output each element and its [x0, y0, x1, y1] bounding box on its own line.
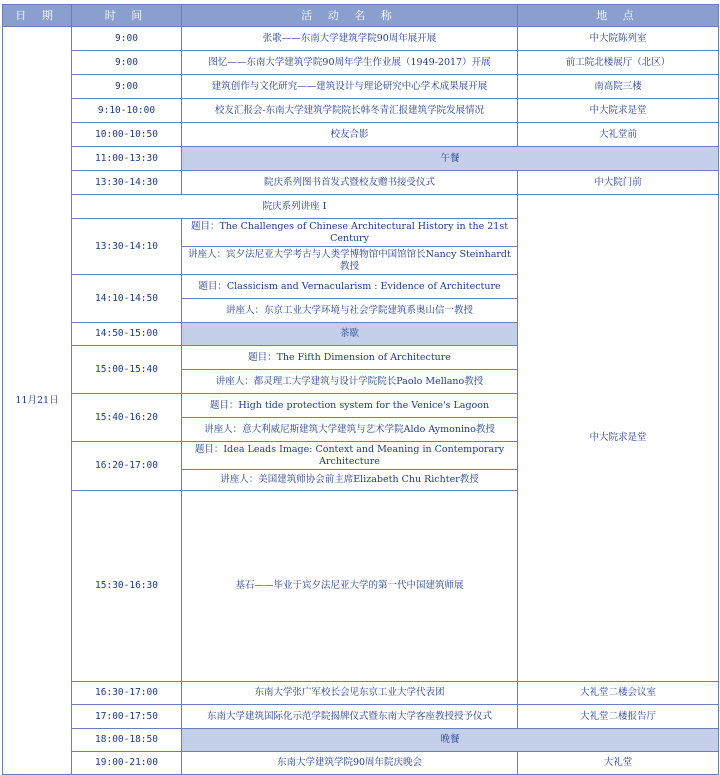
table-row [3, 682, 719, 705]
time-cell: 15:30-16:30 [72, 491, 182, 682]
table-row [3, 27, 719, 51]
time-cell: 15:00-15:40 [72, 346, 182, 394]
lecture-title: 题目：The Fifth Dimension of Architecture [182, 346, 518, 370]
lecture-series-title: 院庆系列讲座 I [72, 195, 518, 219]
lecture-speaker: 讲座人：意大利威尼斯建筑大学建筑与艺术学院Aldo Aymonino教授 [182, 418, 518, 442]
header-activity: 活 动 名 称 [182, 5, 518, 27]
activity-cell: 建筑创作与文化研究——建筑设计与理论研究中心学术成果展开展 [182, 75, 518, 99]
table-row [3, 752, 719, 775]
table-row [3, 171, 719, 195]
table-row [3, 99, 719, 123]
time-cell: 10:00-10:50 [72, 123, 182, 147]
lecture-title: 题目：Idea Leads Image: Context and Meaning in Contemporary Architecture [182, 442, 518, 470]
header-row [3, 5, 719, 27]
tea-break-cell: 茶歇 [182, 323, 518, 346]
lecture-title: 题目：High tide protection system for the Venice's Lagoon [182, 394, 518, 418]
time-cell: 14:10-14:50 [72, 275, 182, 323]
table-row [3, 195, 719, 219]
time-cell: 13:30-14:10 [72, 219, 182, 275]
table-row [3, 147, 719, 171]
table-row [3, 705, 719, 729]
lecture-speaker: 讲座人：东京工业大学环境与社会学院建筑系奥山信一教授 [182, 299, 518, 323]
header-location: 地 点 [518, 5, 719, 27]
table-row [3, 75, 719, 99]
location-cell: 大礼堂二楼报告厅 [518, 705, 719, 729]
activity-cell: 基石——毕业于宾夕法尼亚大学的第一代中国建筑师展 [182, 491, 518, 682]
activity-cell: 院庆系列图书首发式暨校友赠书接受仪式 [182, 171, 518, 195]
location-cell: 大礼堂前 [518, 123, 719, 147]
location-cell: 中大院求是堂 [518, 99, 719, 123]
activity-cell: 张歌——东南大学建筑学院90周年展开展 [182, 27, 518, 51]
lecture-title: 题目：Classicism and Vernacularism : Evidence of Architecture [182, 275, 518, 299]
activity-cell: 校友合影 [182, 123, 518, 147]
lecture-title: 题目：The Challenges of Chinese Architectural History in the 21st Century [182, 219, 518, 247]
lecture-speaker: 讲座人：美国建筑师协会前主席Elizabeth Chu Richter教授 [182, 470, 518, 491]
activity-cell: 校友汇报会-东南大学建筑学院院长韩冬青汇报建筑学院发展情况 [182, 99, 518, 123]
lecture-location-cell: 中大院求是堂 [518, 195, 719, 682]
activity-cell: 东南大学建筑国际化示范学院揭牌仪式暨东南大学客座教授授予仪式 [182, 705, 518, 729]
time-cell: 15:40-16:20 [72, 394, 182, 442]
time-cell: 16:30-17:00 [72, 682, 182, 705]
lecture-speaker: 讲座人：宾夕法尼亚大学考古与人类学博物馆中国馆馆长Nancy Steinhardt教授 [182, 247, 518, 275]
time-cell: 16:20-17:00 [72, 442, 182, 491]
time-cell: 19:00-21:00 [72, 752, 182, 775]
table-row [3, 51, 719, 75]
activity-cell: 图忆——东南大学建筑学院90周年学生作业展（1949-2017）开展 [182, 51, 518, 75]
activity-cell: 东南大学张广军校长会见东京工业大学代表团 [182, 682, 518, 705]
lunch-cell: 午餐 [182, 147, 719, 171]
activity-cell: 东南大学建筑学院90周年院庆晚会 [182, 752, 518, 775]
time-cell: 17:00-17:50 [72, 705, 182, 729]
time-cell: 9:10-10:00 [72, 99, 182, 123]
time-cell: 18:00-18:50 [72, 729, 182, 752]
header-date: 日 期 [3, 5, 72, 27]
time-cell: 9:00 [72, 75, 182, 99]
time-cell: 9:00 [72, 51, 182, 75]
header-time: 时 间 [72, 5, 182, 27]
time-cell: 9:00 [72, 27, 182, 51]
location-cell: 南高院三楼 [518, 75, 719, 99]
dinner-cell: 晚餐 [182, 729, 719, 752]
schedule-table [2, 4, 719, 775]
location-cell: 中大院门前 [518, 171, 719, 195]
date-cell: 11月21日 [3, 27, 72, 775]
location-cell: 前工院北楼展厅（北区） [518, 51, 719, 75]
location-cell: 大礼堂 [518, 752, 719, 775]
time-cell: 13:30-14:30 [72, 171, 182, 195]
lecture-speaker: 讲座人：都灵理工大学建筑与设计学院院长Paolo Mellano教授 [182, 370, 518, 394]
time-cell: 11:00-13:30 [72, 147, 182, 171]
time-cell: 14:50-15:00 [72, 323, 182, 346]
table-row [3, 729, 719, 752]
location-cell: 大礼堂二楼会议室 [518, 682, 719, 705]
table-row [3, 123, 719, 147]
location-cell: 中大院陈列室 [518, 27, 719, 51]
